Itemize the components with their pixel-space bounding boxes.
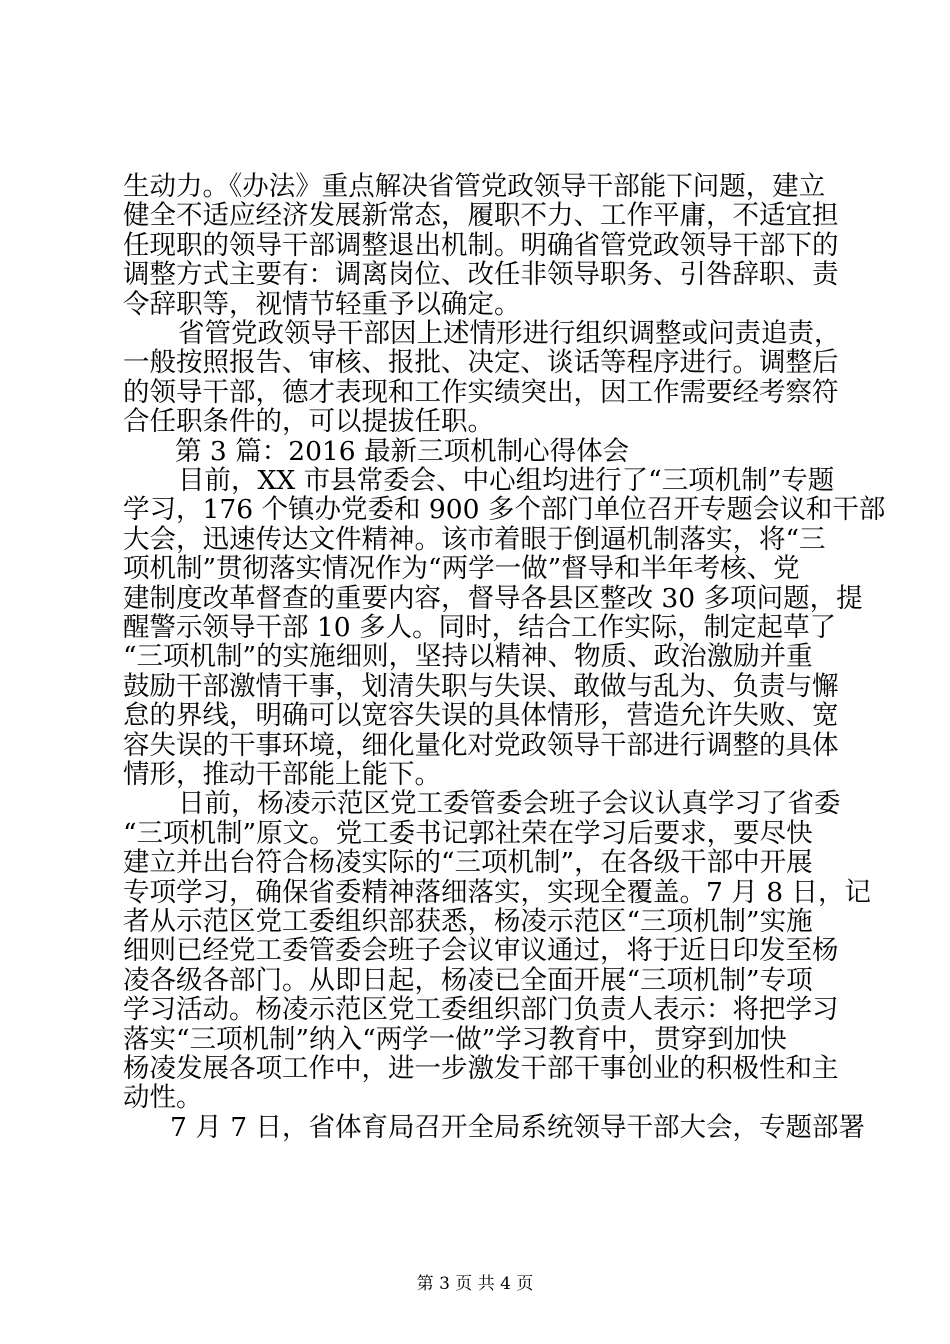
text-line: 容失误的干事环境，细化量化对党政领导干部进行调整的具体 <box>123 729 839 761</box>
text-line: 落实“三项机制”纳入“两学一做”学习教育中，贯穿到加快 <box>123 1023 787 1055</box>
text-line: 任现职的领导干部调整退出机制。明确省管党政领导干部下的 <box>123 229 839 261</box>
text-line: “三项机制”的实施细则，坚持以精神、物质、政治激励并重 <box>123 641 813 673</box>
text-line: 健全不适应经济发展新常态，履职不力、工作平庸，不适宜担 <box>123 200 839 232</box>
text-line: 7 月 7 日，省体育局召开全局系统领导干部大会，专题部署 <box>170 1111 865 1143</box>
text-line: 动性。 <box>123 1082 203 1114</box>
text-line: 令辞职等，视情节轻重予以确定。 <box>123 288 521 320</box>
section-heading: 第 3 篇：2016 最新三项机制心得体会 <box>175 435 630 467</box>
text-line: 的领导干部，德才表现和工作实绩突出，因工作需要经考察符 <box>123 376 839 408</box>
text-line: 学习，176 个镇办党委和 900 多个部门单位召开专题会议和干部 <box>123 494 886 526</box>
text-line: 情形，推动干部能上能下。 <box>123 759 441 790</box>
text-line: 合任职条件的，可以提拔任职。 <box>123 406 494 438</box>
text-line: 生动力。《办法》重点解决省管党政领导干部能下问题，建立 <box>123 171 826 202</box>
text-line: 大会，迅速传达文件精神。该市着眼于倒逼机制落实，将“三 <box>123 523 826 555</box>
text-line: 醒警示领导干部 10 多人。同时，结合工作实际，制定起草了 <box>123 612 837 643</box>
text-line: 建立并出台符合杨凌实际的“三项机制”，在各级干部中开展 <box>123 847 813 879</box>
text-line: 鼓励干部激情干事，划清失职与失误、敢做与乱为、负责与懈 <box>123 670 839 702</box>
text-line: 项机制”贯彻落实情况作为“两学一做”督导和半年考核、党 <box>123 553 800 585</box>
page-number-label: 第 3 页 共 4 页 <box>416 1274 534 1294</box>
text-line: 细则已经党工委管委会班子会议审议通过，将于近日印发至杨 <box>123 935 839 967</box>
text-line: 一般按照报告、审核、报批、决定、谈话等程序进行。调整后 <box>123 347 839 379</box>
text-line: 调整方式主要有：调离岗位、改任非领导职务、引咎辞职、责 <box>123 259 839 291</box>
text-line: 怠的界线，明确可以宽容失误的具体情形，营造允许失败、宽 <box>123 700 839 732</box>
text-line: 目前，XX 市县常委会、中心组均进行了“三项机制”专题 <box>178 465 835 496</box>
text-line: 建制度改革督查的重要内容，督导各县区整改 30 多项问题，提 <box>123 582 863 614</box>
text-line: 省管党政领导干部因上述情形进行组织调整或问责追责， <box>178 318 841 349</box>
text-line: 日前，杨凌示范区党工委管委会班子会议认真学习了省委 <box>178 788 841 820</box>
text-line: 者从示范区党工委组织部获悉，杨凌示范区“三项机制”实施 <box>123 906 813 937</box>
text-line: 专项学习，确保省委精神落细落实，实现全覆盖。7 月 8 日，记 <box>123 876 871 908</box>
text-line: 杨凌发展各项工作中，进一步激发干部干事创业的积极性和主 <box>123 1053 839 1084</box>
text-line: “三项机制”原文。党工委书记郭社荣在学习后要求，要尽快 <box>123 817 813 849</box>
page-footer <box>0 1272 950 1296</box>
text-line: 凌各级各部门。从即日起，杨凌已全面开展“三项机制”专项 <box>123 964 813 996</box>
text-line: 学习活动。杨凌示范区党工委组织部门负责人表示：将把学习 <box>123 994 839 1026</box>
